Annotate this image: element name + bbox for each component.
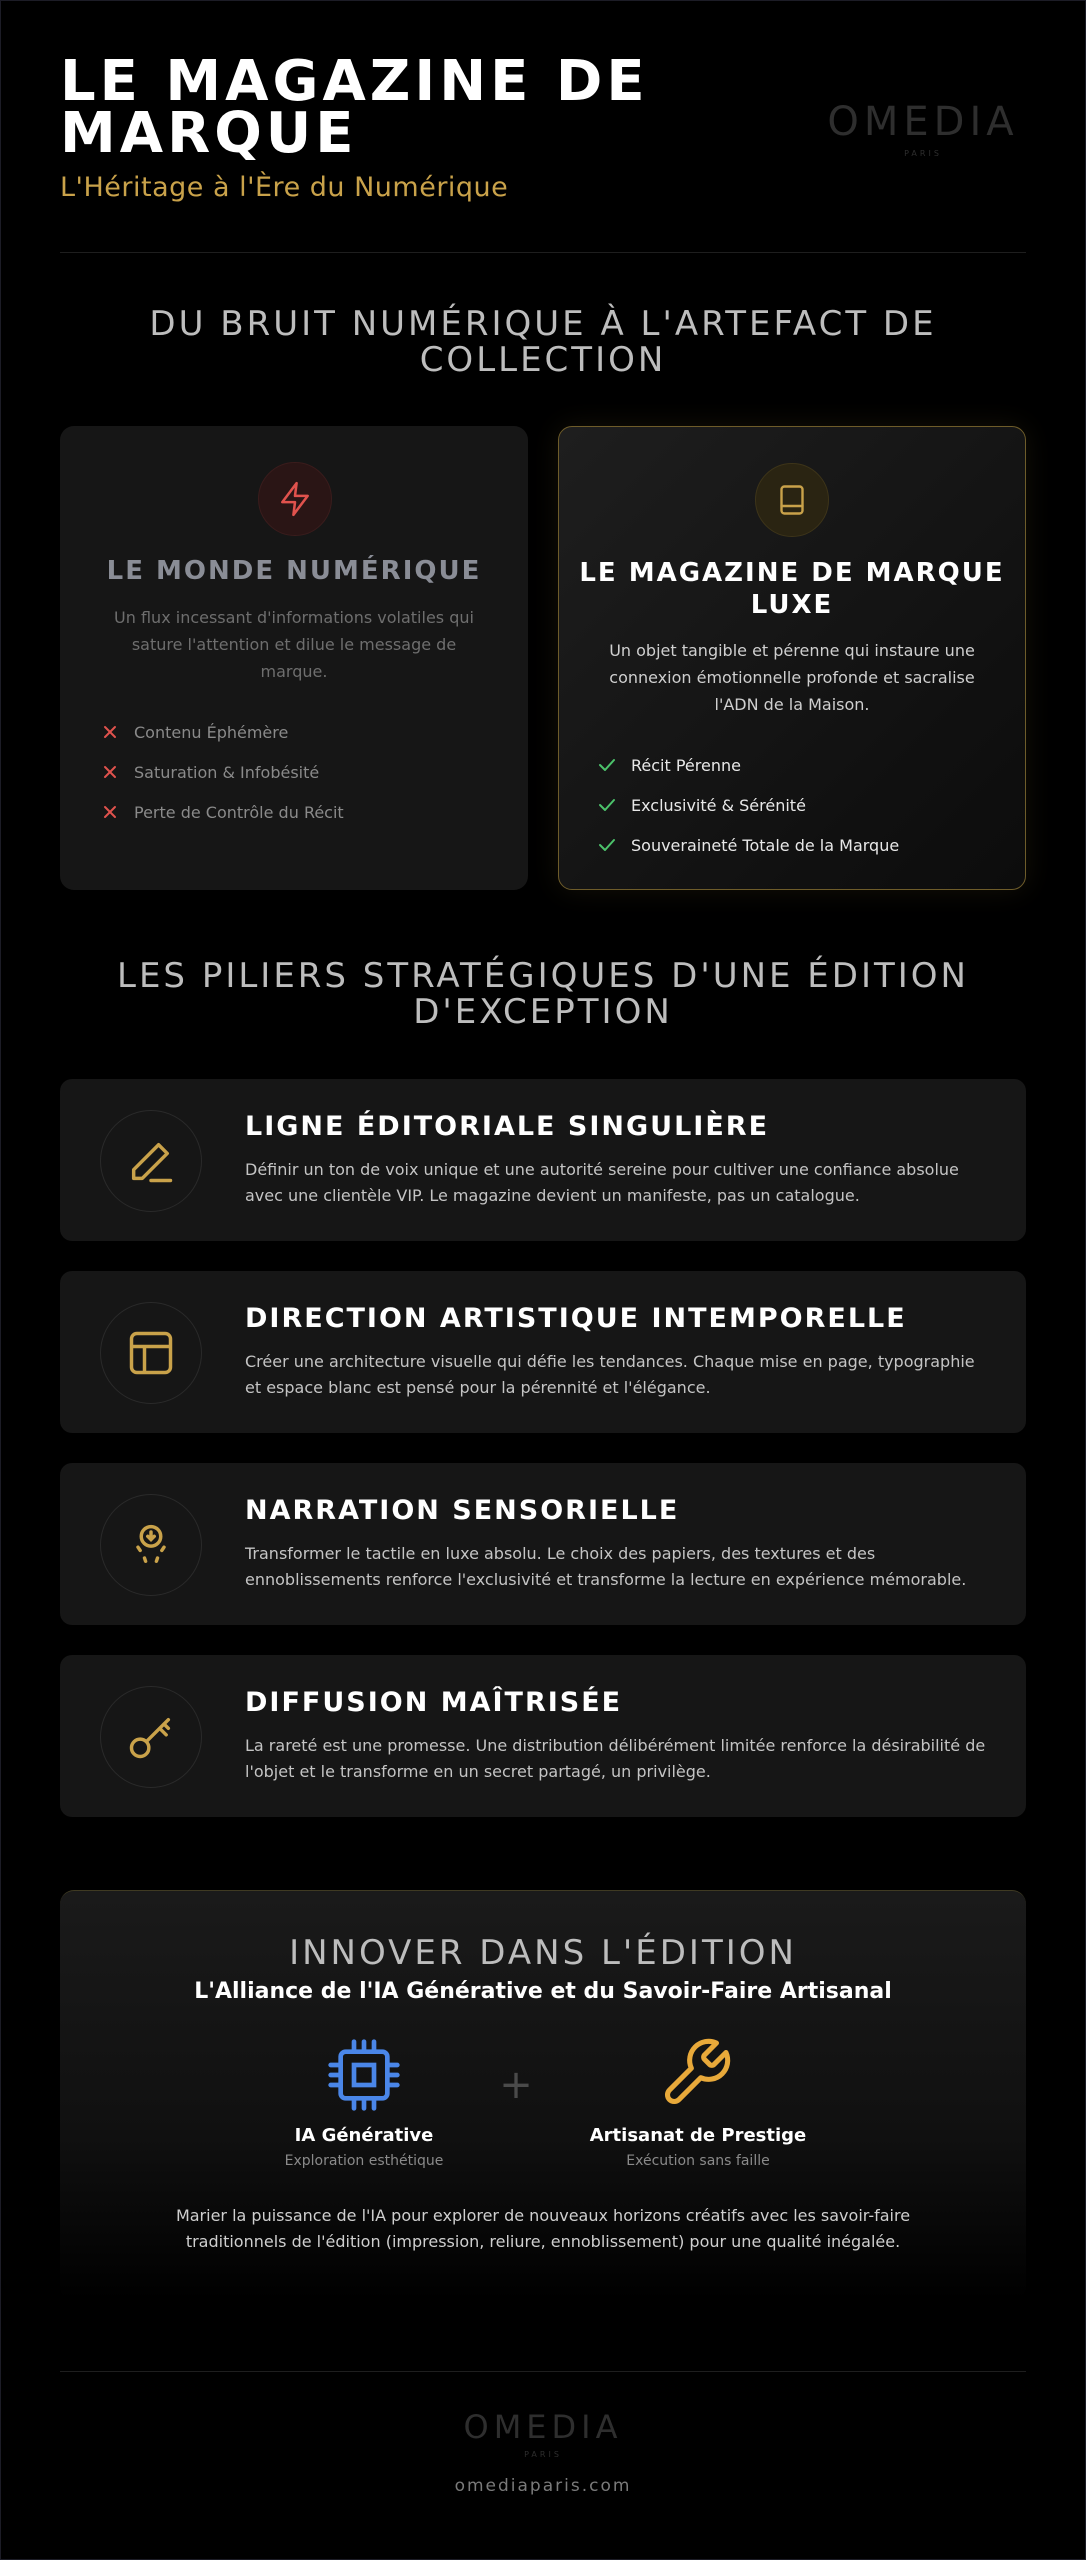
list-item	[597, 825, 997, 865]
pillar-title: LIGNE ÉDITORIALE SINGULIÈRE	[245, 1111, 770, 1142]
pillar-card-editorial	[60, 1079, 1026, 1241]
ai-name: IA Générative	[294, 2125, 434, 2146]
magazine-heading: LE MAGAZINE DE MARQUE LUXE	[579, 558, 1005, 620]
footer-logo-sub: PARIS	[524, 2450, 562, 2459]
layout-icon	[100, 1302, 202, 1404]
craft-sub: Exécution sans faille	[626, 2153, 770, 2169]
magazine-list	[597, 745, 997, 865]
wrench-icon	[658, 2035, 738, 2115]
pillar-description: Transformer le tactile en luxe absolu. Le choix des papiers, des textures et des ennoblissements renforce l'exclusivité et transforme la lecture en expérience mémorable.	[245, 1544, 967, 1589]
omedia-logo: OMEDIA	[827, 99, 1019, 145]
check-icon	[597, 795, 617, 815]
list-item-label: Contenu Éphémère	[134, 722, 289, 742]
list-item	[597, 785, 997, 825]
comparison-title: DU BRUIT NUMÉRIQUE À L'ARTEFACT DE COLLECTION	[149, 304, 937, 380]
list-item-label: Saturation & Infobésité	[134, 762, 320, 782]
list-item	[100, 752, 500, 792]
pillar-title: DIFFUSION MAÎTRISÉE	[245, 1687, 623, 1718]
list-item	[100, 792, 500, 832]
digital-world-card	[60, 426, 528, 890]
innovation-title: INNOVER DANS L'ÉDITION	[289, 1933, 797, 1973]
pillar-card-artistic	[60, 1271, 1026, 1433]
list-item-label: Perte de Contrôle du Récit	[134, 802, 344, 822]
list-item-label: Souveraineté Totale de la Marque	[631, 835, 900, 855]
ai-sub: Exploration esthétique	[284, 2153, 444, 2169]
cross-icon	[100, 802, 120, 822]
check-icon	[597, 755, 617, 775]
pillar-card-diffusion	[60, 1655, 1026, 1817]
footer-divider	[60, 2371, 1026, 2372]
innovation-description: Marier la puissance de l'IA pour explorer de nouveaux horizons créatifs avec les savoir-faire traditionnels de l'édition (impression, reliure, ennoblissement) pour une qualité inégalée.	[175, 2206, 911, 2251]
pillar-title: NARRATION SENSORIELLE	[245, 1495, 680, 1526]
cross-icon	[100, 762, 120, 782]
digital-description: Un flux incessant d'informations volatiles qui sature l'attention et dilue le message de marque.	[114, 608, 474, 681]
list-item	[100, 712, 500, 752]
innovation-subtitle: L'Alliance de l'IA Générative et du Savoir-Faire Artisanal	[194, 1979, 892, 2004]
list-item-label: Exclusivité & Sérénité	[631, 795, 806, 815]
book-icon	[755, 463, 829, 537]
magazine-description: Un objet tangible et pérenne qui instaure une connexion émotionnelle profonde et sacralise l'ADN de la Maison.	[609, 641, 975, 714]
digital-heading: LE MONDE NUMÉRIQUE	[106, 556, 482, 586]
innovation-section	[60, 1890, 1026, 2301]
pillar-description: Créer une architecture visuelle qui défie les tendances. Chaque mise en page, typographie et espace blanc est pensé pour la pérennité et l'élégance.	[245, 1352, 975, 1397]
footer-url-link[interactable]: omediaparis.com	[454, 2476, 632, 2496]
lightning-icon	[258, 462, 332, 536]
page-title: LE MAGAZINE DE MARQUE	[60, 49, 649, 166]
craft-name: Artisanat de Prestige	[589, 2125, 807, 2146]
pillar-description: La rareté est une promesse. Une distribution délibérément limitée renforce la désirabilité de l'objet et le transforme en un secret partagé, un privilège.	[245, 1736, 986, 1781]
pillar-card-sensorial	[60, 1463, 1026, 1625]
plus-sign: +	[499, 2062, 533, 2108]
list-item	[597, 745, 997, 785]
header-divider	[60, 252, 1026, 253]
footer-logo: OMEDIA	[463, 2408, 623, 2446]
touch-icon	[100, 1494, 202, 1596]
pillar-description: Définir un ton de voix unique et une autorité sereine pour cultiver une confiance absolue avec une clientèle VIP. Le magazine devient un manifeste, pas un catalogue.	[245, 1160, 959, 1205]
cross-icon	[100, 722, 120, 742]
pen-icon	[100, 1110, 202, 1212]
key-icon	[100, 1686, 202, 1788]
chip-icon	[324, 2035, 404, 2115]
list-item-label: Récit Pérenne	[631, 755, 741, 775]
page-subtitle: L'Héritage à l'Ère du Numérique	[60, 172, 509, 203]
check-icon	[597, 835, 617, 855]
pillars-title: LES PILIERS STRATÉGIQUES D'UNE ÉDITION D'EXCEPTION	[117, 956, 969, 1032]
digital-list	[100, 712, 500, 832]
pillar-title: DIRECTION ARTISTIQUE INTEMPORELLE	[245, 1303, 907, 1334]
luxury-magazine-card	[558, 426, 1026, 890]
omedia-logo-sub: PARIS	[904, 149, 942, 158]
